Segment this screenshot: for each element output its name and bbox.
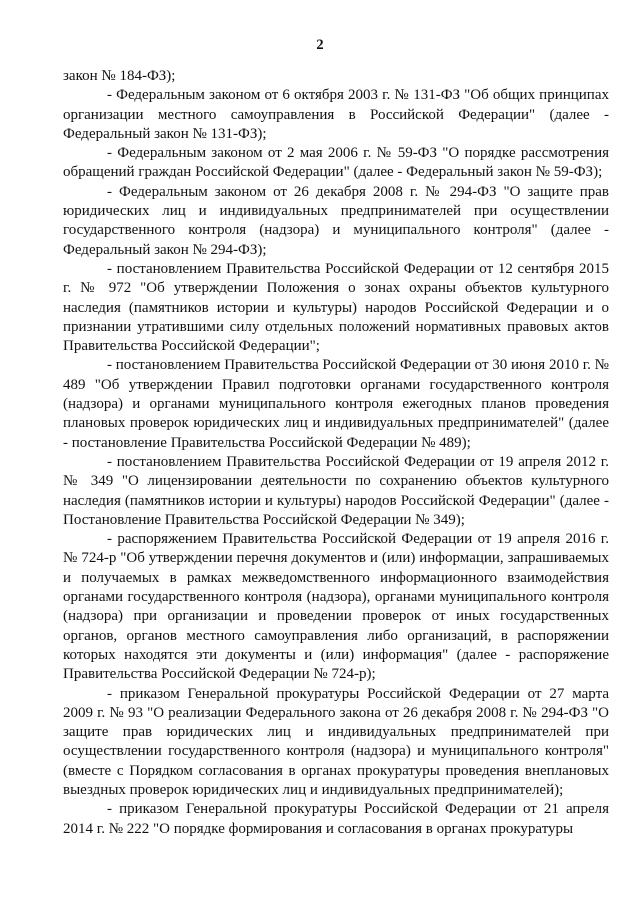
paragraph-federal-law-131: - Федеральным законом от 6 октября 2003 г. № 131-ФЗ "Об общих принципах организации местного самоуправления в Российской Федерации" (далее - Федеральный закон № 131-ФЗ); (63, 87, 609, 142)
paragraph-prosecutor-order-93: - приказом Генеральной прокуратуры Российской Федерации от 27 марта 2009 г. № 93 "О реализации Федерального закона от 26 декабря 2008 г. № 294-ФЗ "О защите прав юридических лиц и индивидуальных предпринимателей при осуществлении государственного контроля (надзора) и муниципального контроля" (вместе с Порядком согласования в органах прокуратуры проведения внеплановых выездных проверок юридических лиц и индивидуальных предпринимателей); (63, 685, 609, 798)
paragraph-federal-law-294: - Федеральным законом от 26 декабря 2008 г. № 294-ФЗ "О защите прав юридических лиц и индивидуальных предпринимателей при осуществлении государственного контроля (надзора) и муниципального контроля" (далее - Федеральный закон № 294-ФЗ); (63, 183, 609, 258)
paragraph-continuation: закон № 184-ФЗ); (63, 68, 176, 84)
paragraph-resolution-972: - постановлением Правительства Российской Федерации от 12 сентября 2015 г. № 972 "Об утверждении Положения о зонах охраны объектов культурного наследия (памятников истории и культуры) народов Российской Федерации и о признании утратившими силу отдельных положений нормативных правовых актов Правительства Российской Федерации"; (63, 260, 609, 355)
paragraph-prosecutor-order-222: - приказом Генеральной прокуратуры Российской Федерации от 21 апреля 2014 г. № 222 "О порядке формирования и согласования в органах прокуратуры (63, 801, 609, 837)
paragraph-resolution-349: - постановлением Правительства Российской Федерации от 19 апреля 2012 г. № 349 "О лицензировании деятельности по сохранению объектов культурного наследия (памятников истории и культуры) народов Российской Федерации" (далее - Постановление Правительства Российской Федерации № 349); (63, 453, 609, 528)
page-number: 2 (316, 37, 324, 53)
paragraph-order-724-r: - распоряжением Правительства Российской Федерации от 19 апреля 2016 г. № 724-р "Об утверждении перечня документов и (или) информации, запрашиваемых и получаемых в рамках межведомственного информационного взаимодействия органами государственного контроля (надзора), органами муниципального контроля (надзора) при организации и проведении проверок от иных государственных органов, органов местного самоуправления либо организаций, в распоряжении которых находятся эти документы и (или) информация" (далее - распоряжение Правительства Российской Федерации № 724-р); (63, 531, 609, 683)
document-body (63, 67, 609, 839)
paragraph-resolution-489: - постановлением Правительства Российской Федерации от 30 июня 2010 г. № 489 "Об утверждении Правил подготовки органами государственного контроля (надзора) и органами муниципального контроля ежегодных планов проведения плановых проверок юридических лиц и индивидуальных предпринимателей" (далее - постановление Правительства Российской Федерации № 489); (63, 357, 609, 451)
paragraph-federal-law-59: - Федеральным законом от 2 мая 2006 г. № 59-ФЗ "О порядке рассмотрения обращений граждан Российской Федерации" (далее - Федеральный закон № 59-ФЗ); (63, 145, 609, 181)
